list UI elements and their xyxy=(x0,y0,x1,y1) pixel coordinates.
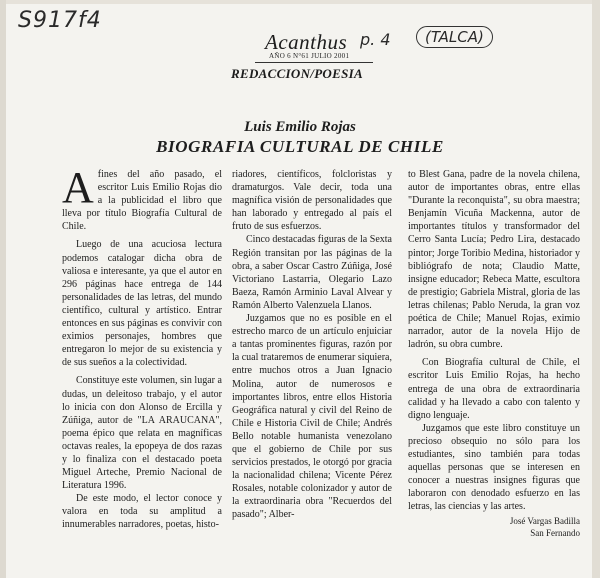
paragraph: Juzgamos que no es posible en el estrecho marco de un artículo enjuiciar a tantas prominentes figuras, razón por la cual trataremos de enumerar siquiera, entre muchos otros a Juan Ignacio Molina, autor de numerosos e importantes libros, entre ellos Historia Geográfica natural y civil del Reino de Chile e Historia Civil de Chile; Andrés Bello notable humanista venezolano que el gobierno de Chile por sus servicios prestados, le otorgó por gracia la nacionalidad chilena; Vicente Pérez Rosales, notable colonizador y autor de la extraordinaria obra "Recuerdos del pasado"; Alber- xyxy=(232,313,392,521)
handwritten-page-note: p. 4 xyxy=(360,30,391,49)
masthead-title: Acanthus xyxy=(265,30,348,54)
section-heading: REDACCION/POESIA xyxy=(231,66,363,81)
paragraph: riadores, científicos, folcloristas y dramaturgos. Vale decir, toda una magnífica visión de personalidades que han laborado y entregado al país el fruto de sus esfuerzos. xyxy=(232,169,392,233)
paper-top-edge xyxy=(0,0,600,4)
handwritten-city-note: (TALCA) xyxy=(416,26,493,48)
masthead-issue: AÑO 6 N°61 JULIO 2001 xyxy=(269,52,350,60)
article-column-3 xyxy=(408,168,580,539)
signature-place: San Fernando xyxy=(530,528,580,539)
paragraph xyxy=(62,163,222,233)
signature xyxy=(408,515,580,539)
masthead xyxy=(265,32,349,60)
paragraph: Cinco destacadas figuras de la Sexta Región transitan por las páginas de la obra, a saber Oscar Castro Zúñiga, José Victoriano Lastarria, Olegario Lazo Baeza, Ramón Arminio Laval Alvear y Ramón Alberto Valenzuela Llanos. xyxy=(232,234,392,311)
masthead-rule xyxy=(255,62,373,63)
paragraph-text: fines del año pasado, el escritor Luis Emilio Rojas dio a la publicidad el libro que lleva por título Biografía Cultural de Chile. xyxy=(62,169,222,233)
article-column-2 xyxy=(232,168,392,522)
paragraph: Con Biografía cultural de Chile, el escritor Luis Emilio Rojas, ha hecho entrega de una obra de extraordinaria calidad y ha llevado a cabo con talento y digno lenguaje. xyxy=(408,357,580,421)
article-column-1 xyxy=(62,163,222,532)
paragraph: to Blest Gana, padre de la novela chilena, autor de importantes obras, entre ellas "Durante la reconquista", su obra maestra; Benjamín Vicuña Mackenna, autor de importantes títulos y transformador del Cerro Santa Lucía; Pedro Lira, destacado pintor; Jorge Toribio Medina, historiador y bibliógrafo de nota; Claudio Matte, insigne educador; Rebeca Matte, escultora de prestigio; Gabriela Mistral, gloria de las letras chilenas; Pablo Neruda, la gran voz poética de Chile; Manuel Rojas, eximio narrador, autor de la novela Hijo de ladrón, su obra cumbre. xyxy=(408,169,580,351)
paragraph: Constituye este volumen, sin lugar a dudas, un deleitoso trabajo, y el autor lo inicia con don Alonso de Ercilla y Zúñiga, autor de "LA ARAUCANA", poema épico que relata en magníficas octavas reales, la epopeya de dos razas y lo finaliza con el destacado poeta Miguel Arteche, Premio Nacional de Literatura 1996. xyxy=(62,375,222,492)
article-author: Luis Emilio Rojas xyxy=(244,119,356,135)
paragraph: Juzgamos que este libro constituye un precioso obsequio no sólo para los estudiantes, sino también para todas aquellas personas que se interesen en conocer a nuestras insignes figuras que laboraron con denodado esfuerzo en las letras, las ciencias y las artes. xyxy=(408,422,580,513)
drop-cap: A xyxy=(62,163,94,212)
paper-left-edge xyxy=(0,0,6,578)
paper-right-edge xyxy=(592,0,600,578)
paragraph: De este modo, el lector conoce y valora en toda su amplitud a innumerables narradores, poetas, histo- xyxy=(62,493,222,531)
article-title: BIOGRAFIA CULTURAL DE CHILE xyxy=(156,137,444,156)
paragraph: Luego de una acuciosa lectura podemos catalogar dicha obra de valiosa e interesante, ya que el autor en 296 páginas hace entrega de 144 personalidades de las letras, del mundo científico, cultural y artístico. Entrar entonces en sus páginas es convivir con eximios personajes, hombres que entregaron lo mejor de su existencia y de sus sueños a la colectividad. xyxy=(62,239,222,369)
handwritten-catalog-number: S917f4 xyxy=(18,8,102,33)
signature-name: José Vargas Badilla xyxy=(509,516,580,527)
